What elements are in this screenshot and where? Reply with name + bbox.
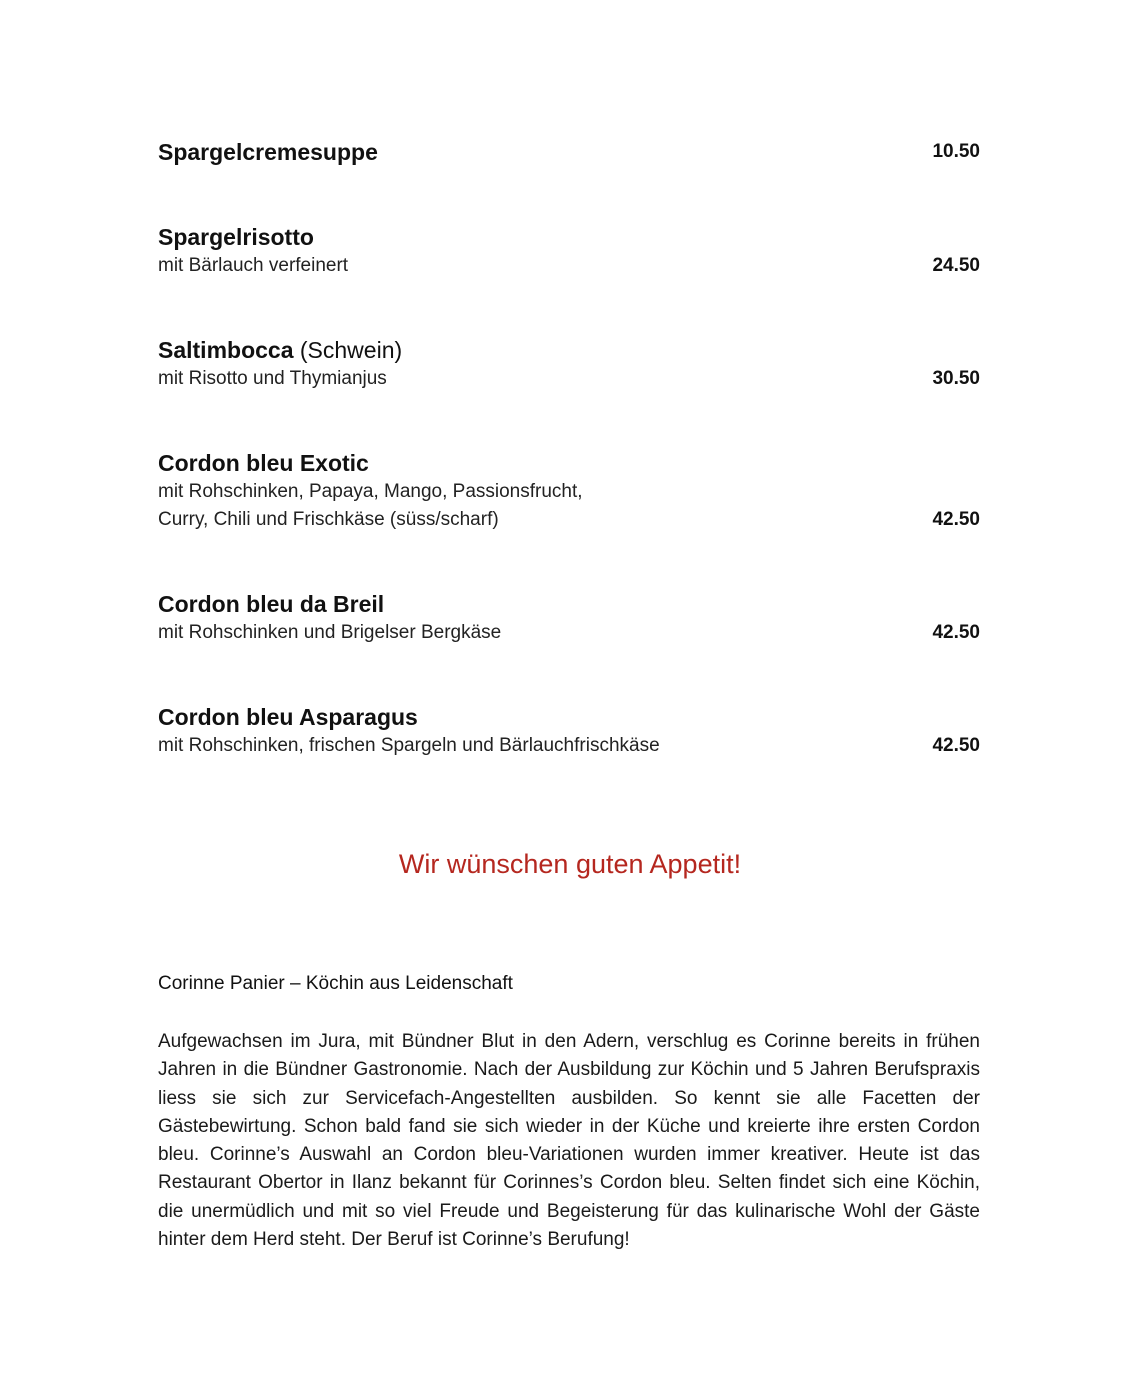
about-body: Aufgewachsen im Jura, mit Bündner Blut in den Adern, verschlug es Corinne bereits in frühen Jahren in die Bündner Gastronomie. Nach der Ausbildung zur Köchin und 5 Jahren Berufspraxis liess sie sich zur Servicefach-Angestellten ausbilden. So kennt sie alle Facetten der Gästebewirtung. Schon bald fand sie sich wieder in der Küche und kreierte ihre ersten Cordon bleu. Corinne’s Auswahl an Cordon bleu-Variationen wurden immer kreativer. Heute ist das Restaurant Obertor in Ilanz bekannt für Corinnes’s Cordon bleu. Selten findet sich eine Köchin, die unermüdlich und mit so viel Freude und Begeisterung für das kulinarische Wohl der Gäste hinter dem Herd steht. Der Beruf ist Corinne’s Berufung! (158, 1031, 980, 1251)
menu-item-title: Spargelrisotto (158, 224, 314, 250)
menu-item-title-suffix: (Schwein) (293, 337, 403, 363)
menu-item-description: mit Rohschinken, frischen Spargeln und Bärlauchfrischkäse (158, 735, 660, 756)
menu-item-price: 24.50 (932, 255, 980, 276)
menu-item (158, 702, 980, 760)
menu-item (158, 589, 980, 647)
menu-item-title: Cordon bleu Exotic (158, 450, 369, 476)
menu-item-name (158, 335, 980, 365)
menu-item (158, 448, 980, 534)
menu-item-name (158, 137, 980, 167)
menu-item-price: 42.50 (932, 509, 980, 530)
menu-item-price: 42.50 (932, 622, 980, 643)
menu-item-name (158, 222, 980, 252)
menu-item-title: Cordon bleu da Breil (158, 591, 385, 617)
menu-item-title: Spargelcremesuppe (158, 139, 378, 165)
menu-item-price: 30.50 (932, 368, 980, 389)
about-title: Corinne Panier – Köchin aus Leidenschaft (158, 973, 513, 994)
menu-item-title: Saltimbocca (158, 337, 294, 363)
menu-item-description: mit Rohschinken, Papaya, Mango, Passionsfrucht, (158, 481, 583, 502)
menu-item-name (158, 589, 980, 619)
menu-item-description: mit Rohschinken und Brigelser Bergkäse (158, 622, 502, 643)
menu-item-description: mit Bärlauch verfeinert (158, 255, 349, 276)
menu-item (158, 335, 980, 393)
menu-item-description: mit Risotto und Thymianjus (158, 368, 387, 389)
menu-item-name (158, 448, 980, 478)
menu-item-price: 42.50 (932, 735, 980, 756)
menu-item (158, 222, 980, 280)
menu-item-name (158, 702, 980, 732)
menu-item-price: 10.50 (932, 141, 980, 162)
menu-item-title: Cordon bleu Asparagus (158, 704, 418, 730)
greeting-text: Wir wünschen guten Appetit! (398, 849, 742, 879)
menu-item-description: Curry, Chili und Frischkäse (süss/scharf) (158, 509, 499, 530)
menu-item (158, 137, 980, 167)
